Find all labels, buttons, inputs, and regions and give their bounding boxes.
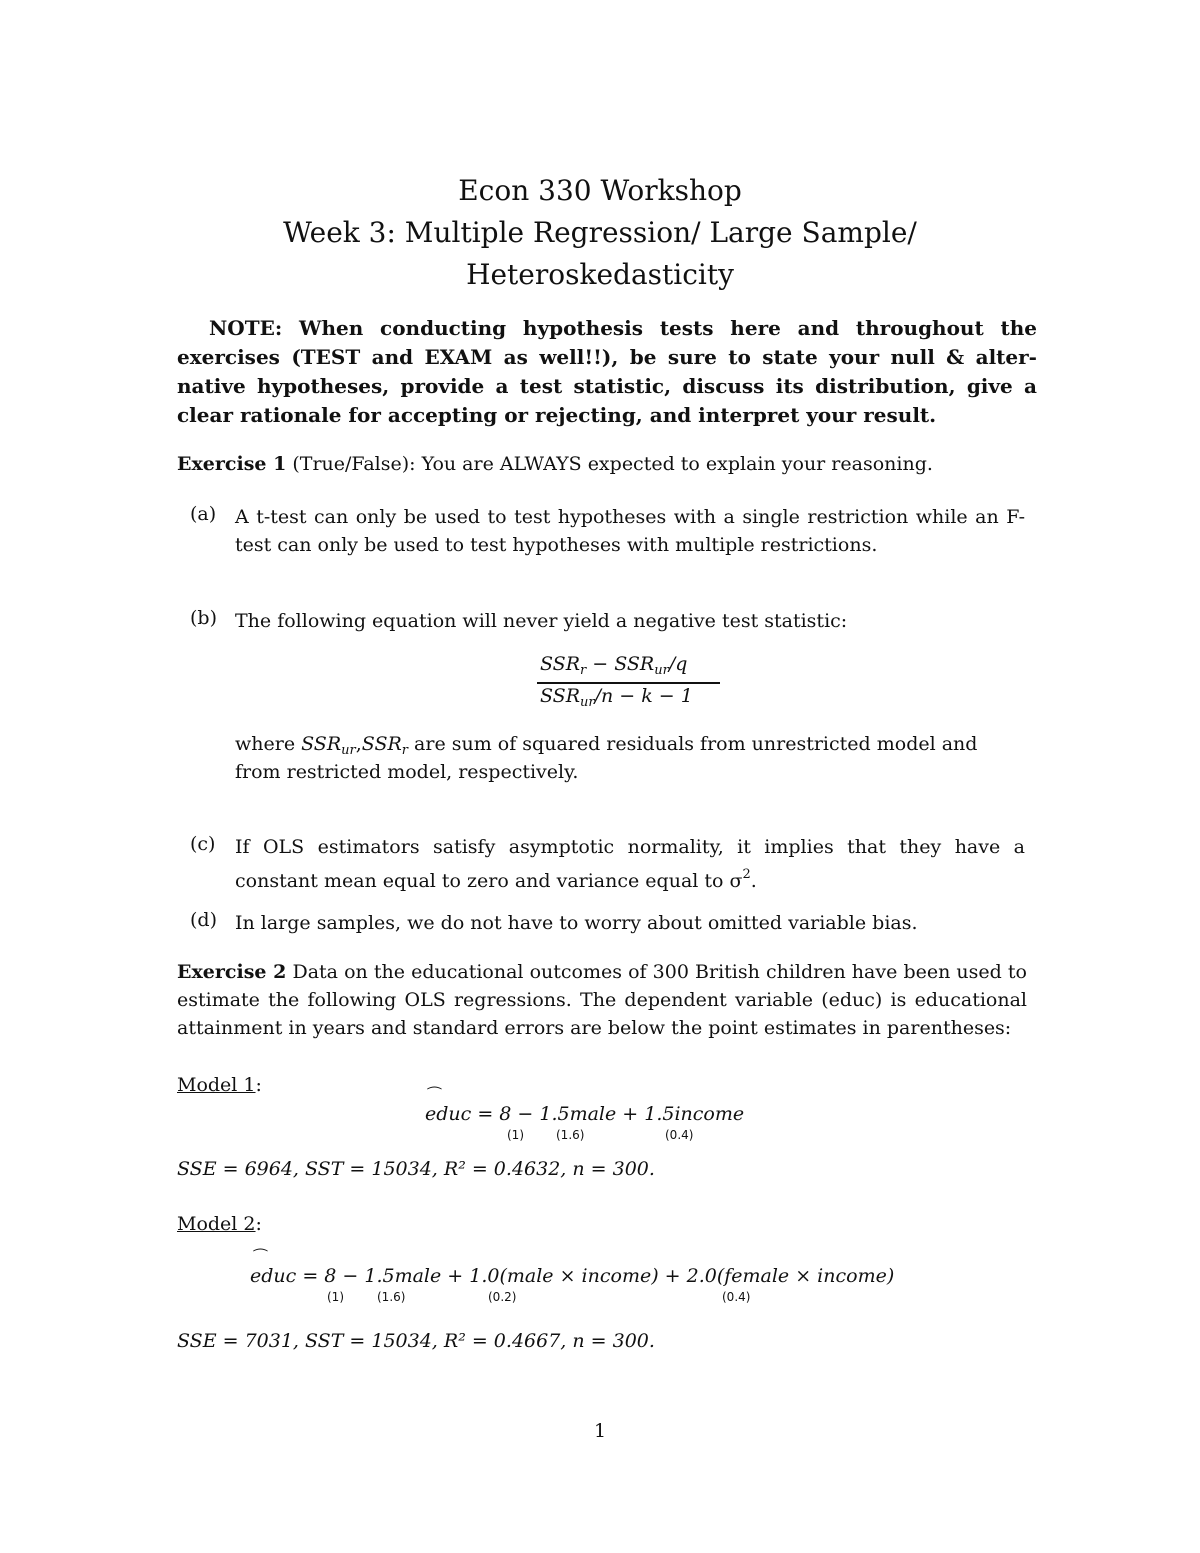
model1-label: Model 1: <box>177 1074 262 1096</box>
model2-label: Model 2: <box>177 1213 262 1235</box>
model2-equation: educ = 8 − 1.5male + 1.0(male × income) + 2.0(female × income) <box>250 1265 895 1287</box>
model2-se-3: (0.2) <box>488 1290 517 1304</box>
document-title-line1: Econ 330 Workshop <box>458 174 742 207</box>
item-b-text: The following equation will never yield a negative test statistic: <box>235 610 848 632</box>
model1-hat: ⁀ <box>428 1086 441 1105</box>
document-title-line3: Heteroskedasticity <box>466 258 734 291</box>
model2-se-1: (1) <box>327 1290 344 1304</box>
item-a-text: A t-test can only be used to test hypotheses with a single restriction while an F-test can only be used to test hypotheses with multiple restrictions. <box>235 506 1025 556</box>
model1-stats: SSE = 6964, SST = 15034, R² = 0.4632, n = 300. <box>177 1158 655 1180</box>
item-b-label: (b) <box>190 607 217 629</box>
exercise2-label: Exercise 2 <box>177 961 287 983</box>
exercise2-paragraph <box>177 958 1027 1042</box>
page-number: 1 <box>593 1420 607 1442</box>
item-c-label: (c) <box>190 833 216 855</box>
item-c-text: If OLS estimators satisfy asymptotic normality, it implies that they have a constant mean equal to zero and variance equal to $\sigma^2$. <box>235 836 1025 892</box>
exercise1-label: Exercise 1 <box>177 453 287 475</box>
item-d-label: (d) <box>190 909 217 931</box>
document-title-line2: Week 3: Multiple Regression/ Large Sample/ <box>283 216 917 249</box>
exercise2-intro: Data on the educational outcomes of 300 British children have been used to estimate the following OLS regressions. The dependent variable (educ) is educational attainment in years and standard errors are below the point estimates in parentheses: <box>177 961 1027 1039</box>
model2-se-2: (1.6) <box>377 1290 406 1304</box>
model1-se-1: (1) <box>507 1128 524 1142</box>
model1-se-2: (1.6) <box>556 1128 585 1142</box>
item-d-text: In large samples, we do not have to worry about omitted variable bias. <box>235 912 918 934</box>
formula-numerator: $SSR_r - SSR_{ur}/q$ <box>540 653 688 678</box>
model2-se-4: (0.4) <box>722 1290 751 1304</box>
exercise1-heading <box>177 450 1027 478</box>
model2-stats: SSE = 7031, SST = 15034, R² = 0.4667, n = 300. <box>177 1330 655 1352</box>
formula-where-line2: from restricted model, respectively. <box>235 761 579 783</box>
formula-denominator: $SSR_{ur}/n - k - 1$ <box>540 685 693 710</box>
item-a-label: (a) <box>190 503 217 525</box>
note-paragraph: NOTE: When conducting hypothesis tests here and throughout the exercises (TEST and EXAM as well!!), be sure to state your null & alter-native hypotheses, provide a test statistic, discuss its distribution, give a clear rationale for accepting or rejecting, and interpret your result. <box>177 316 1037 427</box>
model2-hat: ⁀ <box>254 1248 267 1267</box>
model1-equation: educ = 8 − 1.5male + 1.5income <box>425 1103 745 1125</box>
formula-fraction-bar <box>537 682 720 684</box>
model1-se-3: (0.4) <box>665 1128 694 1142</box>
exercise1-intro: (True/False): You are ALWAYS expected to explain your reasoning. <box>292 453 933 475</box>
formula-where-line1: where $SSR_{ur},SSR_r$ are sum of squared residuals from unrestricted model and <box>235 733 978 758</box>
